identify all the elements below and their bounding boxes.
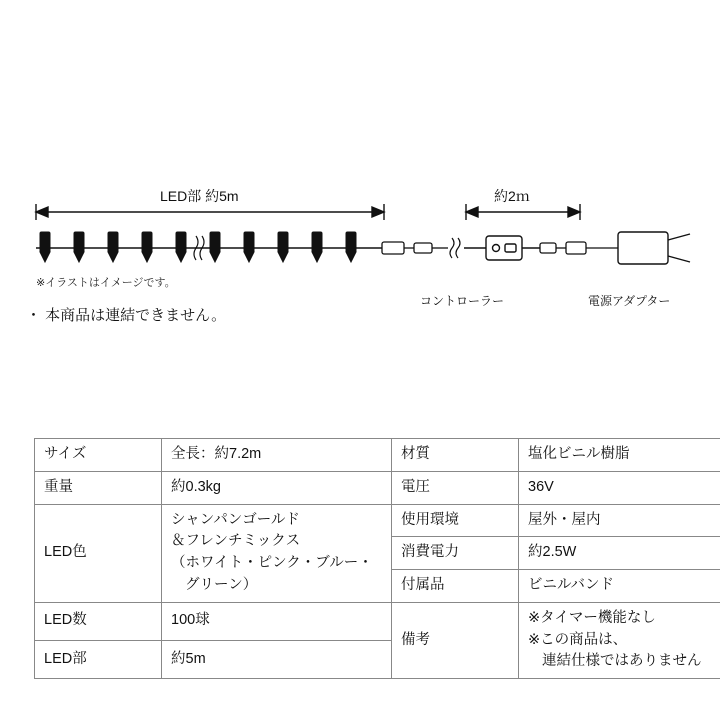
led-bulb [142,232,152,262]
cell-remarks-key: 備考 [392,602,519,678]
cord-break-squiggle [450,238,460,258]
cell-led-count-key: LED数 [35,602,162,640]
cell-environment-key: 使用環境 [392,504,519,537]
cell-voltage-value: 36V [519,471,720,504]
led-bulb [244,232,254,262]
led-bulb [210,232,220,262]
controller-label: コントローラー [420,294,505,308]
table-row [35,471,720,504]
illustration-note: ※イラストはイメージです。 [36,277,176,289]
connect-note: ・ 本商品は連結できません。 [26,307,227,324]
remarks-line-2: ※この商品は、 [528,631,628,648]
string-connector-plug [382,242,448,254]
cell-environment-value: 屋外・屋内 [519,504,720,537]
led-dimension-arrow [36,204,384,220]
spec-table [34,438,720,679]
remarks-line-1: ※タイマー機能なし [528,609,656,626]
power-adapter-label: 電源アダプター [588,294,671,308]
table-row [35,602,720,640]
adapter-dimension-arrow [466,204,580,220]
cell-led-length-key: LED部 [35,640,162,678]
adapter-dimension-label: 約2ｍ [494,188,530,204]
led-color-line-3: （ホワイト・ピンク・ブルー・ [171,555,373,572]
led-bulb [278,232,288,262]
cell-led-color-key: LED色 [35,504,162,602]
remarks-line-3: 連結仕様ではありません [542,653,702,670]
table-row [35,504,720,537]
cell-weight-key: 重量 [35,471,162,504]
cell-power-key: 消費電力 [392,537,519,570]
cell-weight-value: 約0.3kg [162,471,392,504]
power-adapter-body [618,232,690,264]
led-color-line-2: ＆フレンチミックス [171,533,301,550]
cell-accessory-value: ビニルバンド [519,570,720,603]
cell-voltage-key: 電圧 [392,471,519,504]
led-bulb [40,232,50,262]
cell-size-key: サイズ [35,439,162,472]
led-bulb-group [40,232,356,262]
led-bulb [74,232,84,262]
cell-remarks-value [519,602,720,678]
mid-connector [540,242,618,254]
cell-led-count-value: 100球 [162,602,392,640]
led-bulb [346,232,356,262]
spec-table-wrap [34,438,702,679]
cell-material-value: 塩化ビニル樹脂 [519,439,720,472]
led-bulb [108,232,118,262]
led-color-line-4: グリーン） [185,576,258,593]
led-dimension-label: LED部 約5m [160,188,239,204]
cell-material-key: 材質 [392,439,519,472]
cell-power-value: 約2.5W [519,537,720,570]
led-bulb [176,232,186,262]
cell-size-value: 全長：約7.2m [162,439,392,472]
led-bulb [312,232,322,262]
controller-box [464,236,540,260]
table-row [35,439,720,472]
cell-led-length-value: 約5m [162,640,392,678]
cell-accessory-key: 付属品 [392,570,519,603]
cell-led-color-value [162,504,392,602]
led-color-line-1: シャンパンゴールド [171,511,300,528]
